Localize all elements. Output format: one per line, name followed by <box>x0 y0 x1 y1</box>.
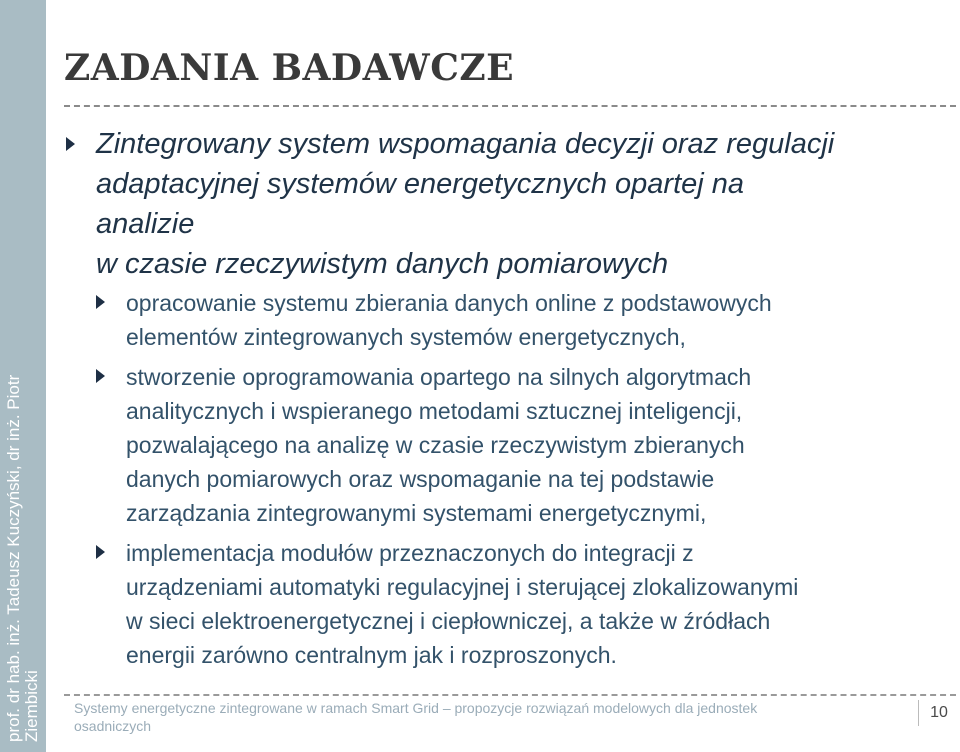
main-bullet-item <box>60 124 950 284</box>
footer-line-1: Systemy energetyczne zintegrowane w ramach Smart Grid – propozycje rozwiązań modelowych dla jednostek <box>74 700 758 716</box>
triangle-bullet-icon <box>96 545 105 559</box>
triangle-bullet-icon <box>96 369 105 383</box>
sub-item-line: urządzeniami automatyki regulacyjnej i sterującej zlokalizowanymi <box>126 574 799 600</box>
footer-caption <box>74 699 774 735</box>
main-item-line: analizie <box>96 208 195 240</box>
sub-item-line: analitycznych i wspieranego metodami sztucznej inteligencji, <box>126 398 743 424</box>
slide-content <box>60 124 950 678</box>
sub-item-line: implementacja modułów przeznaczonych do integracji z <box>126 540 694 566</box>
sub-item-line: elementów zintegrowanych systemów energetycznych, <box>126 324 686 350</box>
sub-item-line: pozwalającego na analizę w czasie rzeczywistym zbieranych <box>126 432 745 458</box>
page-number: 10 <box>918 700 959 726</box>
sub-item-line: stworzenie oprogramowania opartego na silnych algorytmach <box>126 364 752 390</box>
sub-item-line: zarządzania zintegrowanymi systemami energetycznymi, <box>126 500 707 526</box>
sub-bullet-list <box>60 286 950 672</box>
sub-item-line: energii zarówno centralnym jak i rozproszonych. <box>126 642 617 668</box>
sub-bullet-item <box>60 536 950 672</box>
sub-item-line: danych pomiarowych oraz wspomaganie na tej podstawie <box>126 466 715 492</box>
triangle-bullet-icon <box>66 137 75 151</box>
author-line-1: prof. dr hab. inż. Tadeusz Kuczyński, dr inż. Piotr <box>4 374 23 742</box>
author-line-2: Ziembicki <box>22 670 41 742</box>
title-divider <box>64 105 956 107</box>
slide-title: ZADANIA BADAWCZE <box>64 47 515 89</box>
sub-item-line: w sieci elektroenergetycznej i ciepłowniczej, a także w źródłach <box>126 608 771 634</box>
triangle-bullet-icon <box>96 295 105 309</box>
author-credit <box>0 0 46 752</box>
main-item-line: adaptacyjnej systemów energetycznych opartej na <box>96 168 745 200</box>
main-item-line: w czasie rzeczywistym danych pomiarowych <box>96 248 669 280</box>
footer-divider <box>64 694 956 696</box>
sub-item-line: opracowanie systemu zbierania danych online z podstawowych <box>126 290 772 316</box>
main-item-line: Zintegrowany system wspomagania decyzji oraz regulacji <box>96 128 835 160</box>
sidebar-band <box>0 0 46 752</box>
sub-bullet-item <box>60 286 950 354</box>
sub-bullet-item <box>60 360 950 530</box>
footer-line-2: osadniczych <box>74 718 152 734</box>
